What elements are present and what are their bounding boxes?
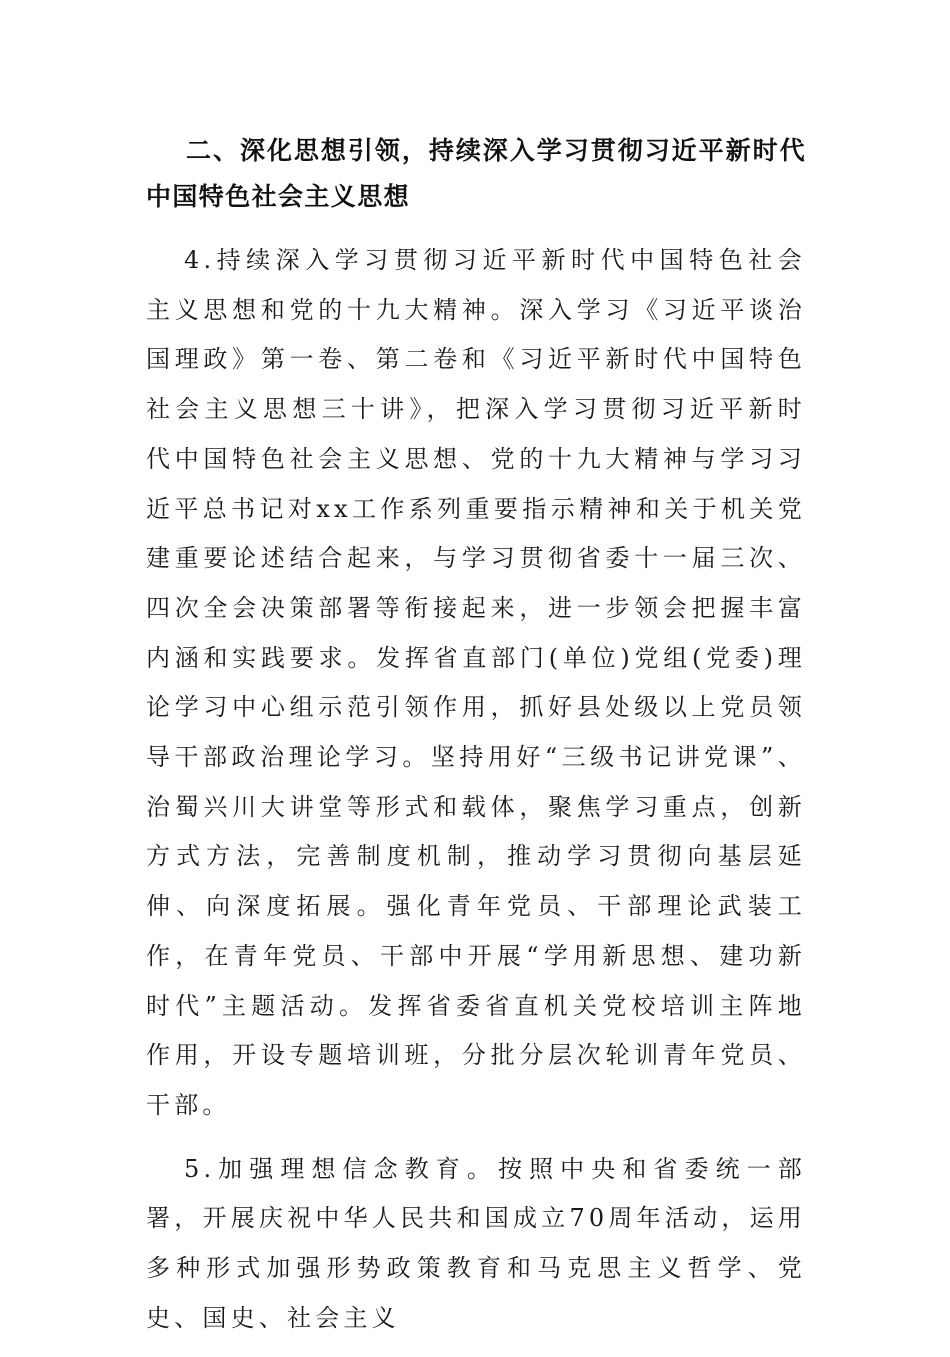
document-body	[146, 128, 806, 1357]
paragraph-item-5: 5.加强理想信念教育。按照中央和省委统一部署，开展庆祝中华人民共和国成立70周年活动，运用多种形式加强形势政策教育和马克思主义哲学、党史、国史、社会主义	[146, 1154, 806, 1332]
section-heading: 二、深化思想引领，持续深入学习贯彻习近平新时代中国特色社会主义思想	[146, 136, 806, 211]
paragraph-item-4: 4.持续深入学习贯彻习近平新时代中国特色社会主义思想和党的十九大精神。深入学习《习近平谈治国理政》第一卷、第二卷和《习近平新时代中国特色社会主义思想三十讲》，把深入学习贯彻习近平新时代中国特色社会主义思想、党的十九大精神与学习习近平总书记对xx工作系列重要指示精神和关于机关党建重要论述结合起来，与学习贯彻省委十一届三次、四次全会决策部署等衔接起来，进一步领会把握丰富内涵和实践要求。发挥省直部门(单位)党组(党委)理论学习中心组示范引领作用，抓好县处级以上党员领导干部政治理论学习。坚持用好“三级书记讲党课”、治蜀兴川大讲堂等形式和载体，聚焦学习重点，创新方式方法，完善制度机制，推动学习贯彻向基层延伸、向深度拓展。强化青年党员、干部理论武装工作，在青年党员、干部中开展“学用新思想、建功新时代”主题活动。发挥省委省直机关党校培训主阵地作用，开设专题培训班，分批分层次轮训青年党员、干部。	[146, 246, 806, 1119]
